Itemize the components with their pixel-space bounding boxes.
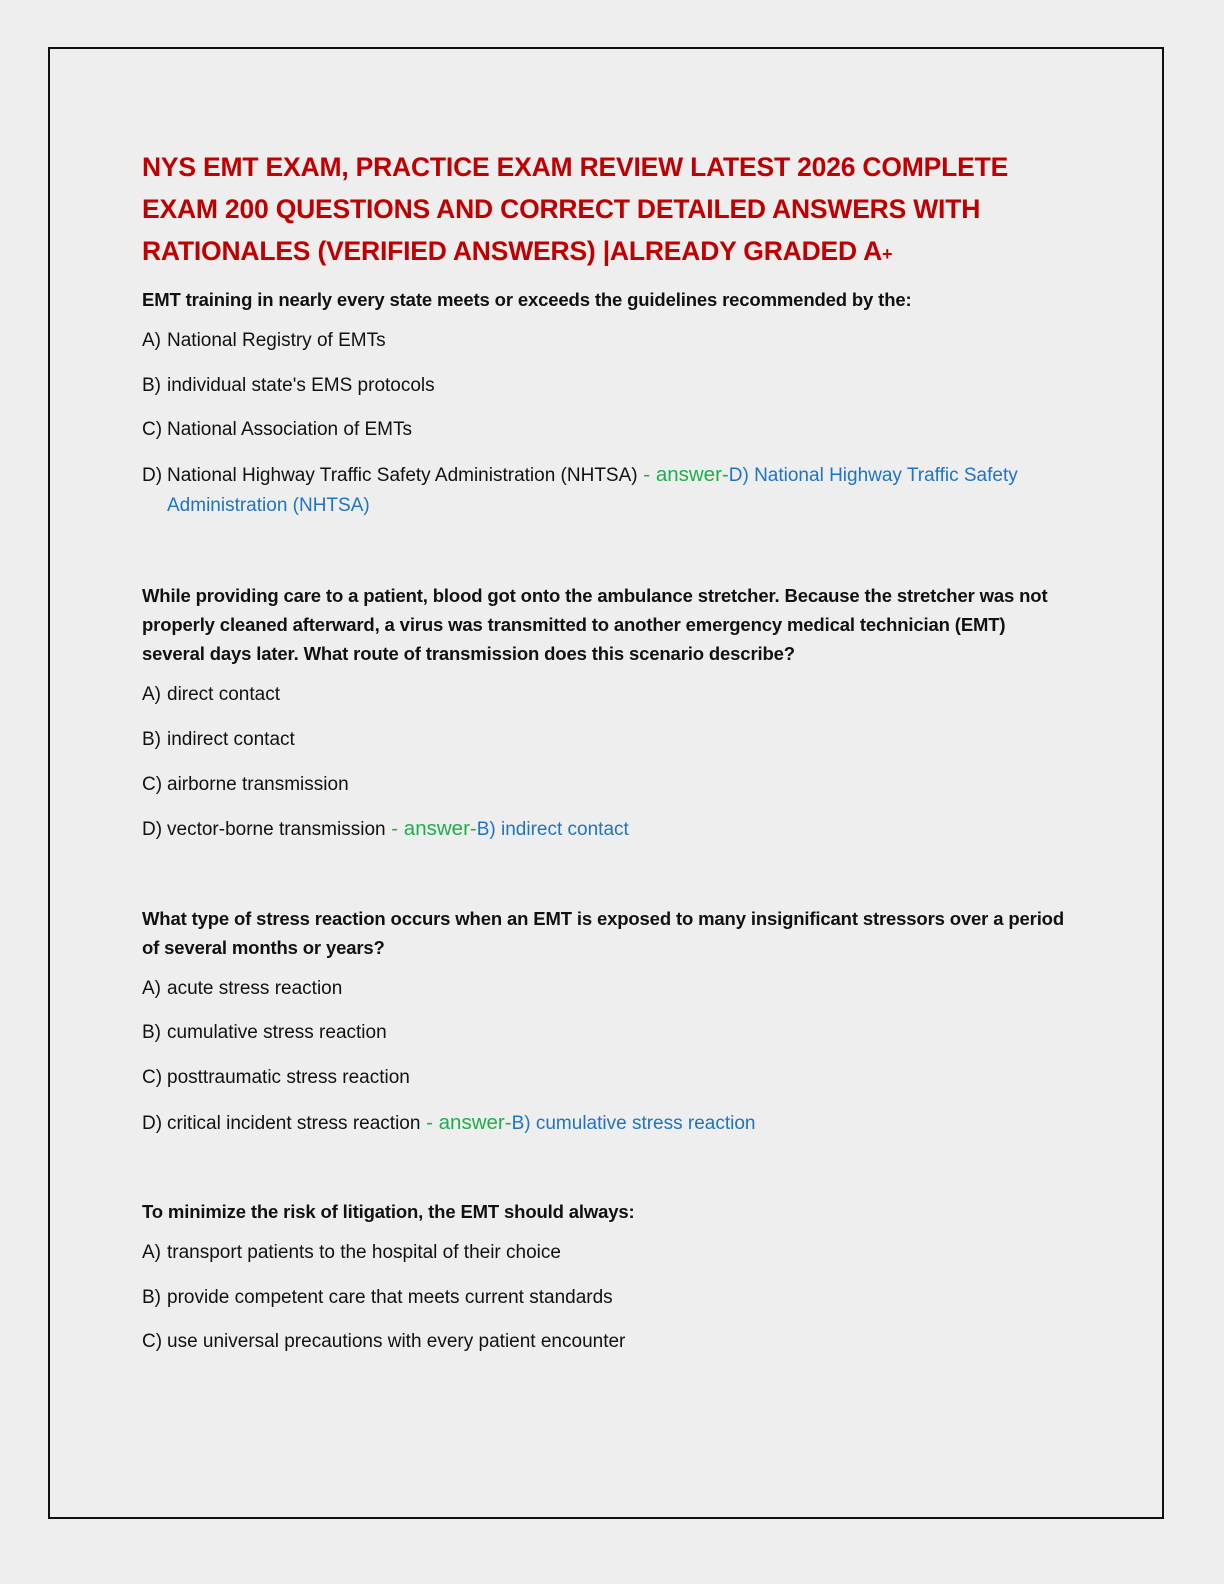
question-3 — [142, 904, 1072, 1139]
option-b — [142, 1283, 1072, 1313]
answer-prefix: - answer- — [420, 1110, 512, 1134]
option-a — [142, 326, 1072, 356]
option-d — [142, 1108, 1072, 1139]
option-letter: D) — [142, 1112, 163, 1134]
option-text: indirect contact — [167, 728, 295, 750]
option-letter: A) — [142, 977, 161, 999]
option-list — [142, 1238, 1072, 1357]
document-title — [142, 146, 1072, 275]
option-letter: C) — [142, 773, 163, 795]
option-c — [142, 1063, 1072, 1093]
question-text: What type of stress reaction occurs when an EMT is exposed to many insignificant stressors over a period of several months or years? — [142, 907, 1064, 958]
answer-prefix: - answer- — [385, 817, 477, 841]
question-spacer — [142, 1153, 1072, 1197]
document-body — [142, 146, 1072, 1372]
option-a — [142, 680, 1072, 710]
title-suffix: + — [882, 244, 893, 264]
question-4 — [142, 1197, 1072, 1357]
question-spacer — [142, 860, 1072, 904]
option-c — [142, 1327, 1072, 1357]
option-letter: C) — [142, 1331, 163, 1353]
option-text: direct contact — [167, 684, 280, 706]
answer-prefix: - answer- — [637, 462, 729, 486]
option-text: provide competent care that meets current standards — [167, 1286, 613, 1308]
option-list — [142, 680, 1072, 845]
option-d — [142, 460, 1072, 521]
option-text: acute stress reaction — [167, 977, 343, 999]
option-list — [142, 326, 1072, 521]
option-text: transport patients to the hospital of their choice — [167, 1242, 561, 1264]
option-a — [142, 974, 1072, 1004]
option-list — [142, 974, 1072, 1139]
option-text: use universal precautions with every patient encounter — [167, 1331, 626, 1353]
option-letter: B) — [142, 1286, 161, 1308]
option-text: National Association of EMTs — [167, 419, 413, 441]
option-letter: C) — [142, 1066, 163, 1088]
option-letter: B) — [142, 1022, 161, 1044]
option-letter: D) — [142, 819, 163, 841]
question-text: To minimize the risk of litigation, the EMT should always: — [142, 1201, 635, 1223]
option-b — [142, 725, 1072, 755]
question-text: EMT training in nearly every state meets or exceeds the guidelines recommended by the: — [142, 289, 912, 310]
option-d — [142, 814, 1072, 845]
option-letter: A) — [142, 1242, 161, 1264]
option-text: airborne transmission — [167, 773, 349, 795]
question-spacer — [142, 535, 1072, 581]
question-2 — [142, 581, 1072, 845]
answer-text: B) indirect contact — [476, 819, 629, 841]
question-1 — [142, 285, 1072, 521]
option-text: posttraumatic stress reaction — [167, 1066, 410, 1088]
answer-text: B) cumulative stress reaction — [511, 1112, 756, 1134]
title-text: NYS EMT EXAM, PRACTICE EXAM REVIEW LATEST 2026 COMPLETE EXAM 200 QUESTIONS AND CORRECT DETAILED ANSWERS WITH RATIONALES (VERIFIED ANSWERS) |ALREADY GRADED A — [142, 152, 1009, 266]
option-a — [142, 1238, 1072, 1268]
option-letter: C) — [142, 419, 163, 441]
option-text: individual state's EMS protocols — [167, 374, 435, 396]
option-letter: D) — [142, 464, 163, 486]
option-b — [142, 1018, 1072, 1048]
option-c — [142, 415, 1072, 445]
option-letter: A) — [142, 684, 161, 706]
question-text: While providing care to a patient, blood got onto the ambulance stretcher. Because the stretcher was not properly cleaned afterward, a virus was transmitted to another emergency medical technician (EMT) several days later. What route of transmission does this scenario describe? — [142, 585, 1048, 665]
option-text: critical incident stress reaction — [167, 1112, 421, 1134]
option-text: National Highway Traffic Safety Administration (NHTSA) — [167, 464, 638, 486]
option-letter: B) — [142, 728, 161, 750]
option-letter: B) — [142, 374, 161, 396]
option-c — [142, 770, 1072, 800]
option-b — [142, 371, 1072, 401]
option-text: National Registry of EMTs — [167, 330, 386, 351]
option-text: cumulative stress reaction — [167, 1022, 387, 1044]
option-letter: A) — [142, 330, 161, 351]
option-text: vector-borne transmission — [167, 819, 386, 841]
answer-text: D) National Highway Traffic Safety Administration (NHTSA) — [167, 464, 1018, 516]
